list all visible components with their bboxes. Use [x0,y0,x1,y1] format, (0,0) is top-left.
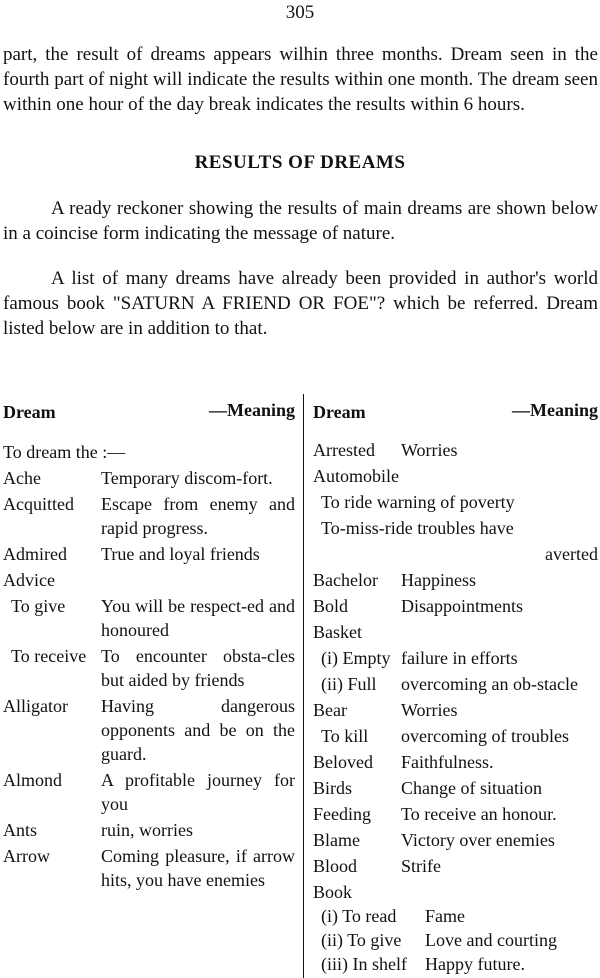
dream-subterm: (ii) Full [321,674,377,694]
dream-subterm: (i) Empty [321,648,391,668]
dream-meaning: You will be respect-ed and honoured [101,596,295,640]
dream-meaning: To encounter obsta-cles but aided by friends [101,646,295,690]
dream-meaning: Victory over enemies [401,830,555,850]
paragraph-book-reference: A list of many dreams have already been provided in author's world famous book "SATURN A FRIEND OR FOE"? which be referred. Dream listed below are in addition to that. [3,268,598,339]
table-lead-text: To dream the :— [3,442,126,462]
dream-meaning: Having dangerous opponents and be on the guard. [101,696,295,764]
dream-meaning: Change of situation [401,778,542,798]
table-row [313,928,598,952]
column-divider [303,394,304,978]
table-row [3,644,295,692]
dream-table-left-column [3,398,295,892]
dream-meaning: Happy future. [425,954,525,974]
table-row [313,438,598,462]
dream-term: Bear [313,700,347,720]
dream-term: Almond [3,770,63,790]
table-row [313,672,598,696]
intro-paragraph: part, the result of dreams appears wilhin three months. Dream seen in the fourth part of night will indicate the results within one month. The dream seen within one hour of the day break indicates the results within 6 hours. [3,44,598,115]
table-row [313,568,598,592]
dream-meaning: Worries [401,440,458,460]
section-title: RESULTS OF DREAMS [194,152,406,173]
table-row [313,828,598,852]
dream-table-right-column [313,398,598,976]
dream-term: Blame [313,830,360,850]
dream-term: Feeding [313,804,371,824]
dream-term: Book [313,882,353,902]
left-column-header [3,398,295,424]
dream-term: Arrow [3,846,50,866]
dream-meaning: Escape from enemy and rapid progress. [101,494,295,538]
dream-meaning: Love and courting [425,930,557,950]
dream-subterm: To kill [321,726,369,746]
dream-term: Blood [313,856,358,876]
table-row [313,646,598,670]
table-row [3,466,295,490]
table-row [3,542,295,566]
table-row [313,594,598,618]
dream-meaning: failure in efforts [401,648,518,668]
header-meaning: —Meaning [208,400,295,420]
dream-meaning: Worries [401,700,458,720]
header-dream: Dream [3,402,56,422]
dream-meaning: Temporary discom-fort. [101,468,273,488]
dream-subterm: (i) To read [321,906,397,926]
dream-subentry: To ride warning of poverty [321,492,515,512]
page-number: 305 [285,2,315,23]
header-dream: Dream [313,402,366,422]
dream-term: Ants [3,820,38,840]
dream-meaning: ruin, worries [101,820,193,840]
dream-meaning: overcoming an ob-stacle [401,674,578,694]
dream-term: Basket [313,622,362,642]
dream-meaning: overcoming of troubles [401,726,569,746]
table-row [3,844,295,892]
dream-term: Advice [3,570,55,590]
dream-meaning: Disappointments [401,596,523,616]
table-row [3,818,295,842]
table-row [3,694,295,766]
dream-term: Automobile [313,466,399,486]
table-row [313,698,598,722]
header-meaning: —Meaning [511,400,598,420]
dream-subentry-continued: averted [545,544,598,564]
dream-term: Alligator [3,696,68,716]
dream-meaning: Happiness [401,570,476,590]
table-row [313,776,598,800]
dream-term: Beloved [313,752,373,772]
dream-meaning: Faithfulness. [401,752,494,772]
table-row [3,492,295,540]
dream-term: Birds [313,778,353,798]
dream-term: Bachelor [313,570,378,590]
dream-term: Bold [313,596,349,616]
table-row [3,768,295,816]
dream-term: Ache [3,468,41,488]
table-row [313,952,598,976]
table-row [313,750,598,774]
dream-subterm: To give [11,596,66,616]
dream-meaning: Fame [425,906,465,926]
dream-subentry: To-miss-ride troubles have [321,518,514,538]
dream-subterm: (ii) To give [321,930,402,950]
dream-term: Arrested [313,440,375,460]
dream-meaning: True and loyal friends [101,544,260,564]
dream-subterm: To receive [11,646,87,666]
paragraph-ready-reckoner: A ready reckoner showing the results of main dreams are shown below in a coincise form indicating the message of nature. [3,198,598,244]
dream-meaning: Strife [401,856,441,876]
table-row [313,724,598,748]
table-row [313,904,598,928]
dream-meaning: To receive an honour. [401,804,557,824]
table-row [313,854,598,878]
dream-subterm: (iii) In shelf [321,954,407,974]
dream-term: Admired [3,544,67,564]
right-column-header [313,398,598,424]
dream-meaning: Coming pleasure, if arrow hits, you have enemies [101,846,295,890]
table-row [3,594,295,642]
dream-meaning: A profitable journey for you [101,770,295,814]
table-row [313,802,598,826]
dream-term: Acquitted [3,494,74,514]
